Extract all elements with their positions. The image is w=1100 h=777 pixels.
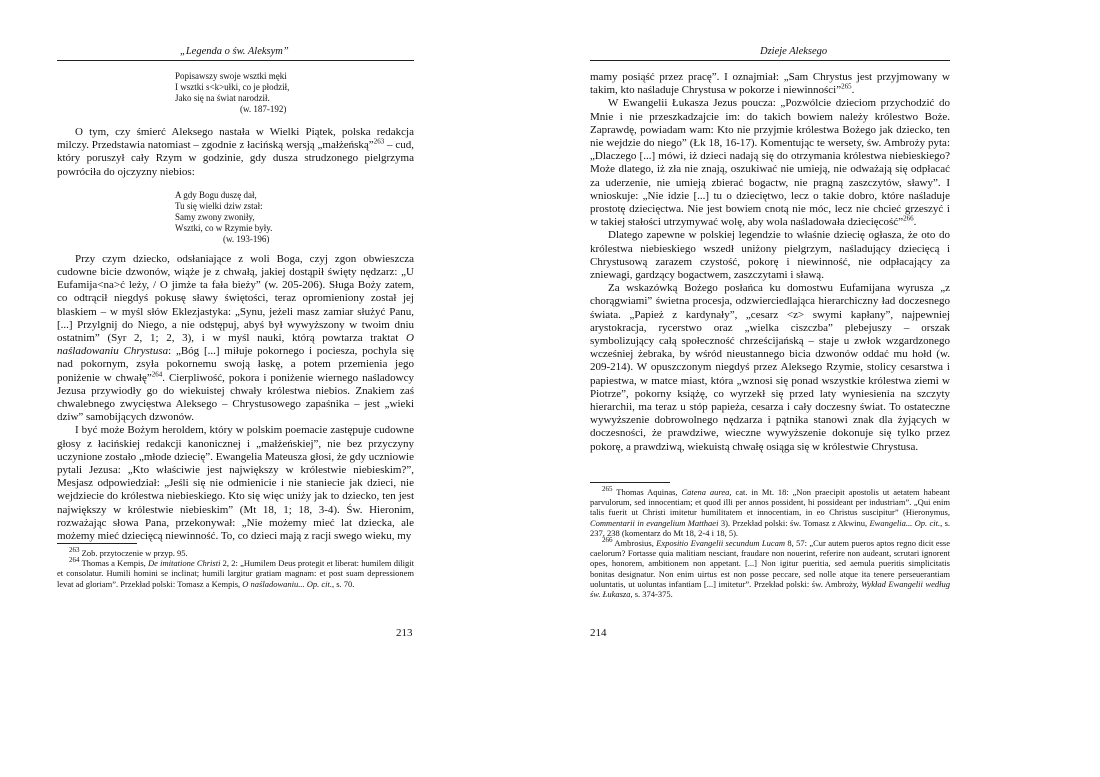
verse-block: [175, 190, 414, 245]
footnote-ref[interactable]: 264: [151, 369, 163, 378]
paragraph: I być może Bożym heroldem, który w polskim poemacie zastępuje cudowne głosy z łacińskiej redakcji kanonicznej i „małżeńskiej”, nie bez przyczyny uczynione zostało „młode dziecię”. Ewangelia Mateusza głosi, że gdy uczniowie pytali Jezusa: „Kto właściwie jest największy w królestwie niebieskim?”, Mesjasz odpowiedział: „Jeśli się nie odmienicie i nie staniecie jak dzieci, nie wejdziecie do królestwa niebieskiego. Kto się więc uniży jak to dziecko, ten jest największy w królestwie niebieskim” (Mt 18, 1; 18, 3-4). Św. Hieronim, rozważając słowa Pana, przekonywał: „Nie możemy mieć lat dziecka, ale możemy mieć dziecięcą niewinność. To, co dzieci mają z racji swego wieku, my: [57, 424, 414, 543]
footnote-ref[interactable]: 266: [903, 214, 914, 223]
right-page: [550, 0, 1100, 777]
footnote-ref[interactable]: 265: [841, 82, 852, 91]
paragraph: Dlatego zapewne w polskiej legendzie to właśnie dziecię ogłasza, że oto do królestwa niebieskiego wszedł uniżony pielgrzym, naśladujący dziecięcą i Chrystusową zarazem czystość, pokorę i niewinność, nie odpłacający za zniewagi, gardzący bogactwem, zaszczytami i sławą.: [590, 229, 950, 282]
page-number: 213: [396, 627, 413, 639]
running-header: „Legenda o św. Aleksym”: [180, 46, 289, 57]
footnote-rule: [590, 482, 670, 483]
header-rule: [590, 60, 950, 61]
verse-ref: (w. 187-192): [240, 104, 287, 114]
footnote-rule: [57, 543, 137, 544]
verse-lines: Popisawszy swoje wsztki męki I wsztki s<k>ułki, co je płodził, Jako się na świat narodził.: [175, 71, 290, 103]
page-number: 214: [590, 627, 607, 639]
paragraph: Przy czym dziecko, odsłaniające z woli Boga, czyj zgon obwieszcza cudowne bicie dzwonów, wiąże je z chwałą, jakiej dostąpił święty nędzarz: „U Eufamija<na>ć leży, / O jimże ta fała bieży” (w. 205-206). Sługa Boży zatem, co odtrącił niegdyś pokusę sławy świętości, teraz opromieniony został jej blaskiem – w myśl słów Eklezjastyka: „Synu, jeżeli masz zamiar służyć Panu, [...] Przylgnij do Niego, a nie odstępuj, abyś był wywyższony w twoim dniu ostatnim” (Syr 2, 1; 2, 3), i w myśl nauki, którą powtarza traktat O naśladowaniu Chrystusa: „Bóg [...] miłuje pokornego i pociesza, pochyla się nad pokornym, zsyła pokornemu swoją łaskę, a potem przemienia jego poniżenie w chwałę”$^{264}$. Cierpliwość, pokora i poniżenie wiernego naśladowcy Jezusa przywiodły go do wiekuistej chwały królestwa niebios. Znakiem zaś chwalebnego zwycięstwa Aleksego – Chrystusowego zapaśnika – jest „wieki dziw” samobijących dzwonów.: [57, 252, 415, 424]
paragraph: Za wskazówką Bożego posłańca ku domostwu Eufamijana wyrusza „z chorągwiami” świetna procesja, odzwierciedlająca hierarchiczny ład doczesnego świata. „Papież z kardynały”, „cesarz <z> swymi kapłany”, najpewniej arystokracja, rycerstwo oraz „wielka ciszczba” plebejuszy – orszak symbolizujący całą społeczność chrześcijańską – staje u zwłok wzgardzonego wcześniej żebraka, by wśród nieustannego bicia dzwonów oddać mu hołd (w. 209-214). W opuszczonym niegdyś przez Aleksego Rzymie, stolicy cesarstwa i papiestwa, w matce miast, która „wznosi się ponad wszystkie królestwa ziemi w Piotrze”, pokorny książę, co wyrzekł się przed laty wyniesienia na szczyty hierarchii, ma teraz u stóp papieża, cesarza i cały doczesny świat. To ostateczne wywyższenie dobrowolnego nędzarza i pątnika stanowi znak dla żyjących w doczesności, że prawdziwe, wieczne wywyższenie dokonuje się tylko przez pokorę, a prawdziwą, wiekuistą chwałę osiąga się w królestwie Chrystusa.: [590, 282, 950, 453]
running-header: Dzieje Aleksego: [760, 46, 828, 57]
footnote: $^{266}$ Ambrosius, Expositio Evangelii secundum Lucam 8, 57: „Cur autem pueros aptos regno dicit esse caelorum? Fortasse quia malitiam nesciant, fraudare non nouerint, referire non audeant, scrutari ignorent opes, honorem, ambitionem non appetant. [...] Non igitur pueritia, sed aemula pueritis simplicitatis bonitas designatur. Non enim uirtus est non posse peccare, sed nolle atque ita tenere perseuerantiam uoluntatis, ut uoluntas infantiam [...] imitetur”. Przekład polski: św. Ambroży, Wykład Ewangelii według św. Łukasza, s. 374-375.: [590, 536, 950, 600]
verse-block: [175, 71, 414, 115]
header-rule: [57, 60, 414, 61]
verse-lines: A gdy Bogu duszę dał, Tu się wielki dziw zstał: Samy zwony zwoniły, Wsztki, co w Rzymie były.: [175, 189, 273, 233]
footnotes: [57, 548, 414, 589]
paragraph: mamy posiąść przez pracę”. I oznajmiał: „Sam Chrystus jest przyjmowany w takim, kto naśladuje Chrystusa w pokorze i niewinności”$^{265}$.: [590, 71, 950, 97]
footnote: $^{265}$ Thomas Aquinas, Catena aurea, cat. in Mt. 18: „Non praecipit apostolis ut aetatem habeant parvulorum, sed innocentiam; et quod illi per annos possident, hi possideant per industriam”. „Qui enim talis fuerit ut Christi imitetur humilitatem et innocentiam, in eo Christus suscipitur” (Hieronymus, Commentarii in evangelium Matthaei 3). Przekład polski: św. Tomasz z Akwinu, Ewangelia... Op. cit., s. 237, 238 (komentarz do Mt 18, 2-4 i 18, 5).: [590, 485, 951, 538]
footnotes: [590, 487, 950, 599]
footnote: $^{264}$ Thomas a Kempis, De imitatione Christi 2, 2: „Humilem Deus protegit et liberat: humilem diligit et consolatur. Humili homini se inclinat; humili largitur gratiam magnam: et post suam depressionem levat ad gloriam”. Przekład polski: Tomasz a Kempis, O naśladowaniu... Op. cit., s. 70.: [57, 556, 415, 589]
footnote-ref[interactable]: 263: [373, 137, 385, 146]
footnote: $^{263}$ Zob. przytoczenie w przyp. 95.: [69, 546, 188, 558]
paragraph: W Ewangelii Łukasza Jezus poucza: „Pozwólcie dzieciom przychodzić do Mnie i nie przeszkadzajcie im: do takich bowiem należy królestwo Boże. Zaprawdę, powiadam wam: Kto nie przyjmie królestwa Bożego jak dziecko, ten nie wejdzie do niego” (Łk 18, 16-17). Komentując te wersety, św. Ambroży pyta: „Dlaczego [...] mówi, iż dzieci nadają się do otrzymania królestwa niebieskiego? Może dlatego, iż zła nie znają, oszukiwać nie umieją, nie odważają się odpłacać za uderzenie, nie umieją zbierać bogactw, nie pragną zaszczytów, sławy”. I wnioskuje: „Nie idzie [...] tu o dzieciętwo, lecz o takie dobro, które naśladuje prostotę dziecięctwa. Nie jest bowiem cnotą nie móc, lecz nie chcieć grzeszyć i w takiej stałości utrzymywać wolę, aby wola naśladowała dziecięcość”$^{266}$.: [590, 97, 950, 229]
main-text: [57, 71, 414, 543]
paragraph: O tym, czy śmierć Aleksego nastała w Wielki Piątek, polska redakcja milczy. Przedstawia natomiast – zgodnie z łacińską wersją „małżeńską”$^{263}$ – cud, który poruszył cały Rzym w godzinie, gdy dusza strudzonego pielgrzyma powróciła do ojczyzny niebios:: [57, 126, 414, 178]
main-text: [590, 71, 950, 454]
verse-ref: (w. 193-196): [223, 233, 270, 244]
